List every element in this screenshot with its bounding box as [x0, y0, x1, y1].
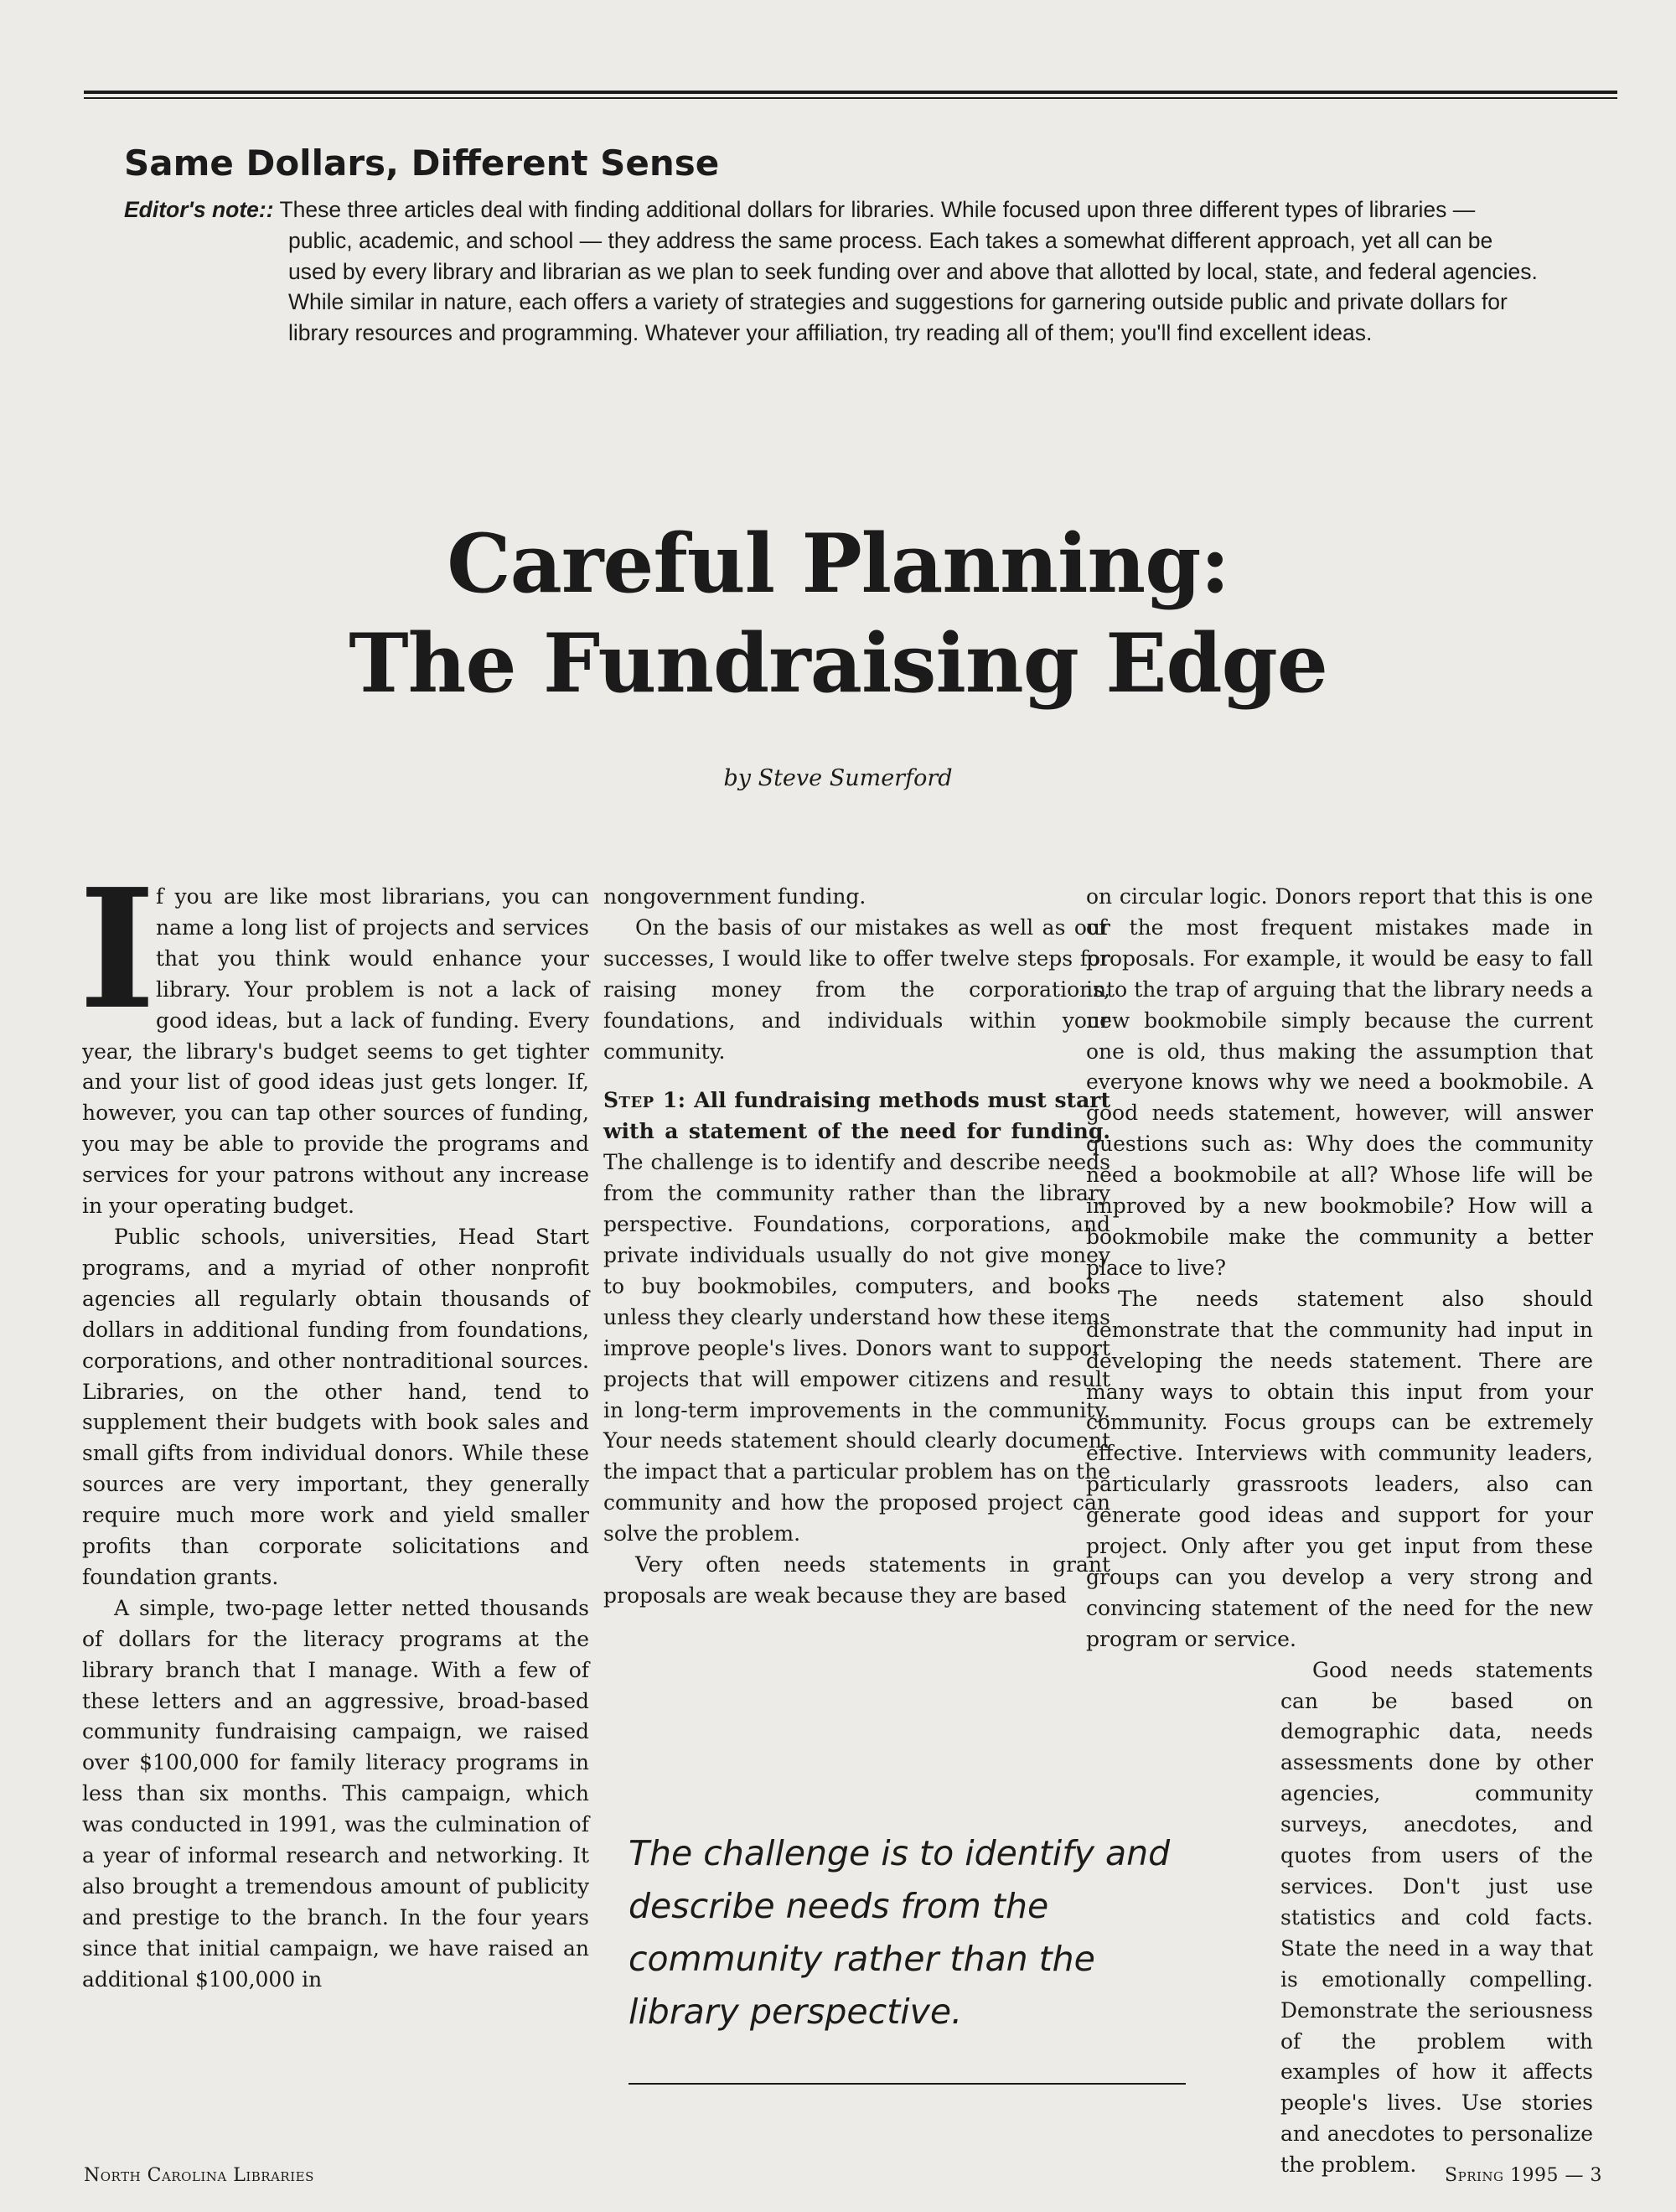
paragraph: Very often needs statements in grant proposals are weak because they are based — [603, 1552, 1110, 1608]
footer-publication: North Carolina Libraries — [84, 2165, 314, 2186]
footer-page: Spring 1995 — 3 — [1445, 2165, 1602, 2186]
paragraph: f you are like most librarians, you can name a long list of projects and services that you think would enhance your library. Your problem is not a lack of good ideas, but a lack of funding. Every year, the library's budget seems to get tighter and your list of good ideas just gets longer. If, however, you can tap other sources of funding, you may be able to provide the programs and services for your patrons without any increase in your operating budget. — [82, 884, 589, 1219]
step-1-heading — [603, 1088, 1110, 1143]
column-1 — [79, 853, 589, 1996]
paragraph: The needs statement also should demonstrate that the community had input in developing the needs statement. There are many ways to obtain this input from your community. Focus groups can be extremely effective. Interviews with community leaders, particularly grassroots leaders, also can generate good ideas and support for your project. Only after you get input from these groups can you develop a very strong and convincing statement of the need for the new program or service. — [1086, 1286, 1593, 1651]
paragraph: Good needs statements can be based on demographic data, needs assessments done by other agencies, community surveys, anecdotes, and quotes from users of the services. Don't just use statistics and cold facts. State the need in a way that is emotionally compelling. Demonstrate the seriousness of the problem with examples of how it affects people's lives. Use stories and anecdotes to personalize the problem. — [1280, 1657, 1593, 2178]
step-1-body: The challenge is to identify and describe needs from the community rather than the library perspective. Foundations, corporations, and private individuals usually do not give money to buy bookmobiles, computers, and books unless they clearly understand how these items improve people's lives. Donors want to support projects that will empower citizens and result in long-term improvements in the community. Your needs statement should clearly document the impact that a particular problem has on the community and how the proposed project can solve the problem. — [603, 1150, 1110, 1546]
top-rule-thin — [84, 97, 1617, 99]
paragraph: nongovernment funding. — [603, 884, 866, 909]
drop-cap: I — [79, 853, 156, 1046]
paragraph: Public schools, universities, Head Start programs, and a myriad of other nonprofit agencies all regularly obtain thousands of dollars in additional funding from foundations, corporations, and other nontraditional sources. Libraries, on the other hand, tend to supplement their budgets with book sales and small gifts from individual donors. While these sources are very important, they generally require much more work and yield smaller profits than corporate solicitations and foundation grants. — [82, 1224, 589, 1589]
byline: by Steve Sumerford — [723, 765, 953, 791]
column-2 — [603, 882, 1110, 1612]
paragraph: A simple, two-page letter netted thousands of dollars for the literacy programs at the library branch that I manage. With a few of these letters and an aggressive, broad-based community fundraising campaign, we raised over $100,000 for family literacy programs in less than six months. This campaign, which was conducted in 1991, was the culmination of a year of informal research and networking. It also brought a tremendous amount of publicity and prestige to the branch. In the four years since that initial campaign, we have raised an additional $100,000 in — [82, 1595, 589, 1992]
editors-note — [124, 194, 1540, 349]
step-1-label: Step 1: — [603, 1088, 686, 1113]
pull-quote: The challenge is to identify and describe needs from the community rather than the library perspective. — [628, 1833, 1171, 2032]
step-1-title: All fundraising methods must start with a statement of the need for funding. — [603, 1088, 1110, 1144]
top-rule — [84, 91, 1617, 94]
pull-quote-rule — [628, 2083, 1186, 2085]
editors-note-text: These three articles deal with finding additional dollars for libraries. While focused upon three different types of libraries — public, academic, and school — they address the same process. Each takes a somewhat different approach, yet all can be used by every library and librarian as we plan to seek funding over and above that allotted by local, state, and federal agencies. While similar in nature, each offers a variety of strategies and suggestions for garnering outside public and private dollars for library resources and programming. Whatever your affiliation, try reading all of them; you'll find excellent ideas. — [279, 197, 1538, 346]
headline-line-1: Careful Planning: — [447, 516, 1229, 611]
paragraph: on circular logic. Donors report that this is one of the most frequent mistakes made in proposals. For example, it would be easy to fall into the trap of arguing that the library needs a new bookmobile simply because the current one is old, thus making the assumption that everyone knows why we need a bookmobile. A good needs statement, however, will answer questions such as: Why does the community need a bookmobile at all? Whose life will be improved by a new bookmobile? How will a bookmobile make the community a better place to live? — [1086, 884, 1593, 1280]
spacer — [603, 1067, 1110, 1085]
section-title: Same Dollars, Different Sense — [124, 142, 720, 184]
headline-line-2: The Fundraising Edge — [349, 616, 1327, 711]
step-1-paragraph — [603, 1085, 1110, 1550]
paragraph: On the basis of our mistakes as well as our successes, I would like to offer twelve steps for raising money from the corporations, foundations, and individuals within your community. — [603, 914, 1110, 1064]
editors-note-label: Editor's note:: — [124, 197, 274, 222]
